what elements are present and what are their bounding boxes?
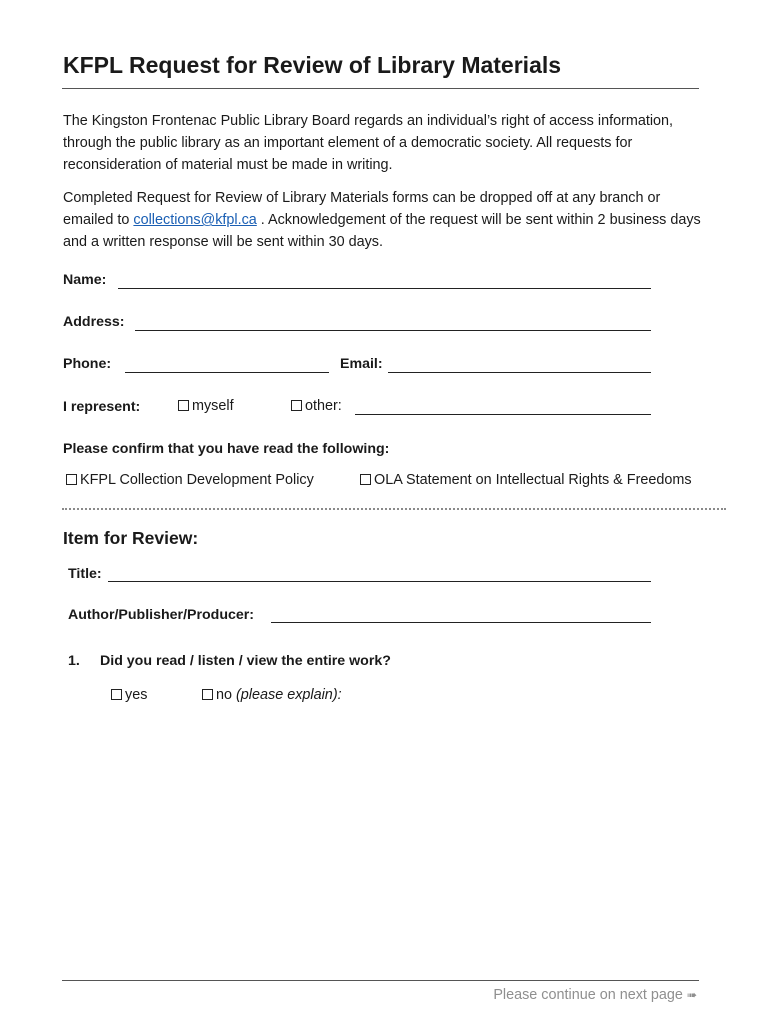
right-arrow-icon: ➠ [686, 988, 697, 1002]
author-field[interactable] [271, 622, 651, 623]
email-field[interactable] [388, 372, 651, 373]
page-title: KFPL Request for Review of Library Materials [63, 52, 562, 78]
intro-paragraph-1: The Kingston Frontenac Public Library Board regards an individual’s right of access information, through the public library as an important element of a democratic society. All requests for reconsideration of material must be made in writing. [63, 113, 674, 173]
intro-paragraph-2-end: . Acknowledgement of the request will be sent within 2 business days and a written response will be sent within 30 days. [63, 212, 701, 250]
title-label: Title: [68, 566, 102, 582]
policy-checkbox[interactable] [66, 474, 77, 485]
represent-other-option[interactable] [291, 398, 342, 414]
myself-label: myself [192, 398, 234, 414]
other-label: other: [305, 398, 342, 414]
policy-option[interactable] [66, 472, 314, 488]
author-label: Author/Publisher/Producer: [68, 607, 255, 623]
yes-label: yes [125, 687, 148, 703]
intro-paragraph-2-start: Completed Request for Review of Library Materials forms can be dropped off at any branch or emailed to [63, 190, 661, 228]
other-field[interactable] [355, 414, 651, 415]
policy-label: KFPL Collection Development Policy [80, 472, 314, 488]
no-option[interactable] [202, 687, 342, 703]
confirm-label: Please confirm that you have read the following: [63, 441, 390, 457]
other-checkbox[interactable] [291, 400, 302, 411]
email-label: Email: [340, 356, 383, 372]
address-label: Address: [63, 314, 125, 330]
continue-note [493, 987, 697, 1003]
phone-label: Phone: [63, 356, 112, 372]
ola-label: OLA Statement on Intellectual Rights & Freedoms [374, 472, 692, 488]
represent-myself-option[interactable] [178, 398, 234, 414]
intro-paragraph-2 [63, 187, 713, 253]
yes-checkbox[interactable] [111, 689, 122, 700]
no-checkbox[interactable] [202, 689, 213, 700]
question-1-number: 1. [68, 653, 80, 669]
email-link[interactable]: collections@kfpl.ca [133, 212, 257, 228]
title-divider [62, 88, 699, 89]
item-review-heading: Item for Review: [63, 528, 199, 548]
footer-divider [62, 980, 699, 981]
ola-option[interactable] [360, 472, 692, 488]
ola-checkbox[interactable] [360, 474, 371, 485]
phone-field[interactable] [125, 372, 329, 373]
name-field[interactable] [118, 288, 651, 289]
no-label: no [216, 687, 233, 703]
continue-text: Please continue on next page [493, 987, 683, 1003]
address-field[interactable] [135, 330, 651, 331]
yes-option[interactable] [111, 687, 147, 703]
represent-label: I represent: [63, 399, 141, 415]
no-explain-label: (please explain): [236, 687, 342, 703]
name-label: Name: [63, 272, 107, 288]
myself-checkbox[interactable] [178, 400, 189, 411]
section-divider [62, 508, 726, 510]
question-1-text: Did you read / listen / view the entire work? [100, 653, 391, 669]
title-field[interactable] [108, 581, 651, 582]
